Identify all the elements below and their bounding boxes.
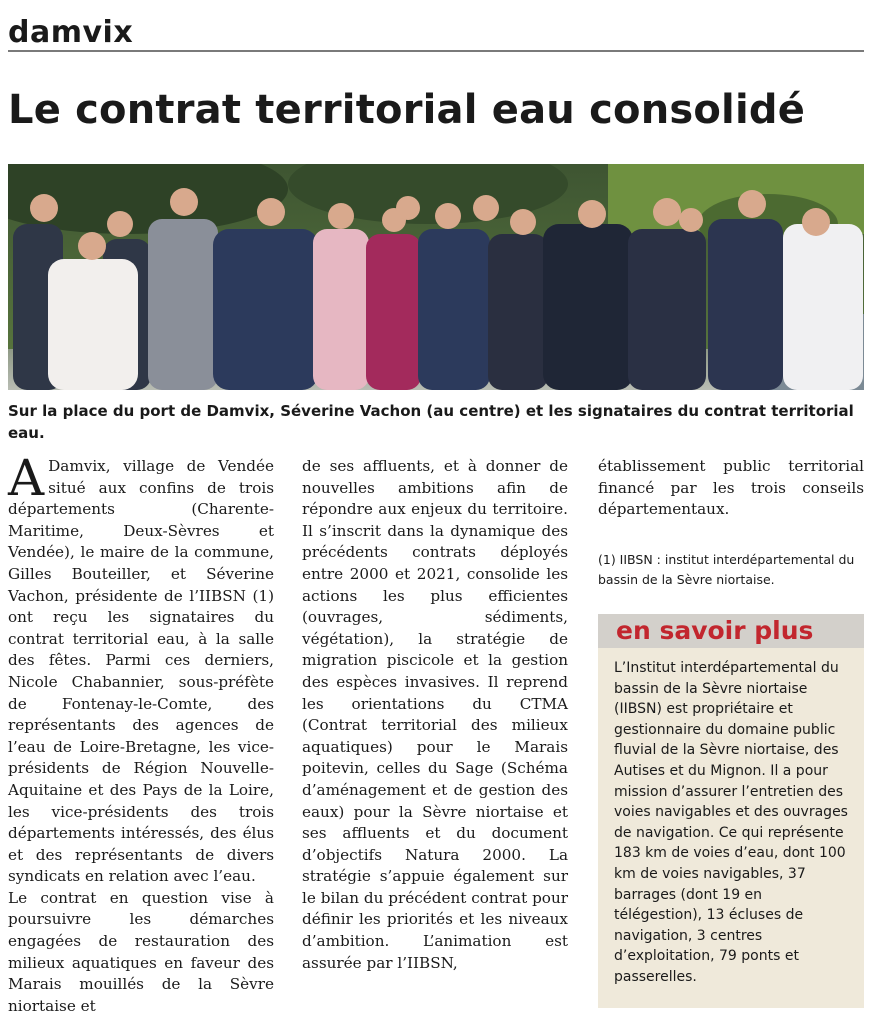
article-column-3 — [598, 456, 864, 521]
article-paragraph: Le contrat en question vise à poursuivre les démarches engagées de restauration des milieux aquatiques en faveur des Marais mouillés de la Sèvre niortaise et — [8, 888, 274, 1015]
info-box-paragraph: L’Institut interdépartemental du bassin de la Sèvre niortaise (IIBSN) est propriétaire et gestionnaire du domaine public fluvial de la Sèvre niortaise, des Autises et du Mignon. Il a pour mission d’assurer l’entretien des voies navigables et des ouvrages de navigation. Ce qui représente 183 km de voies d’eau, dont 100 km de voies navigables, 37 barrages (dont 19 en télégestion), 13 écluses de navigation, 3 centres d’exploitation, 79 ponts et passerelles. — [614, 660, 848, 985]
group-photo-icon — [8, 164, 864, 390]
article-paragraph — [8, 449, 274, 888]
info-box-title: en savoir plus — [616, 616, 814, 645]
article-text: Damvix, village de Vendée situé aux confins de trois départements (Charente-Maritime, Deux-Sèvres et Vendée), le maire de la commune, Gilles Bouteiller, et Séverine Vachon, présidente de l’IIBSN (1) ont reçu les signataires du contrat territorial eau, à la salle des fêtes. Parmi ces derniers, Nicole Chabannier, sous-préfète de Fontenay-le-Comte, des représentants des agences de l’eau de Loire-Bretagne, les vice-présidents de Région Nouvelle-Aquitaine et des Pays de la Loire, les vice-présidents des trois départements intéressés, des élus et des représentants de divers syndicats en relation avec l’eau. — [8, 457, 274, 886]
article-column-1 — [8, 449, 274, 1017]
article-paragraph: de ses affluents, et à donner de nouvelles ambitions afin de répondre aux enjeux du territoire. Il s’inscrit dans la dynamique des précédents contrats déployés entre 2000 et 2021, consolide les actions les plus efficientes (ouvrages, sédiments, végétation), la stratégie de migration piscicole et la gestion des espèces invasives. Il reprend les orientations du CTMA (Contrat territorial des milieux aquatiques) pour le Marais poitevin, celles du Sage (Schéma d’aménagement et de gestion des eaux) pour la Sèvre niortaise et ses affluents et du document d’objectifs Natura 2000. La stratégie s’appuie également sur le bilan du précédent contrat pour définir les priorités et les niveaux d’ambition. L’animation est assurée par l’IIBSN, — [302, 457, 568, 972]
photo-caption: Sur la place du port de Damvix, Séverine Vachon (au centre) et les signataires du contrat territorial eau. — [8, 402, 854, 442]
info-box-text — [614, 658, 854, 988]
group-photo — [8, 164, 864, 390]
article-paragraph: établissement public territorial financé par les trois conseils départementaux. — [598, 457, 864, 519]
section-kicker: damvix — [8, 15, 134, 50]
footnote: (1) IIBSN : institut interdépartemental du bassin de la Sèvre niortaise. — [598, 552, 855, 587]
drop-cap: A — [8, 449, 45, 507]
info-box-header — [598, 614, 864, 648]
headline: Le contrat territorial eau consolidé — [8, 87, 806, 133]
section-rule — [8, 50, 864, 52]
article-column-2 — [302, 456, 568, 974]
info-box — [598, 614, 864, 1008]
